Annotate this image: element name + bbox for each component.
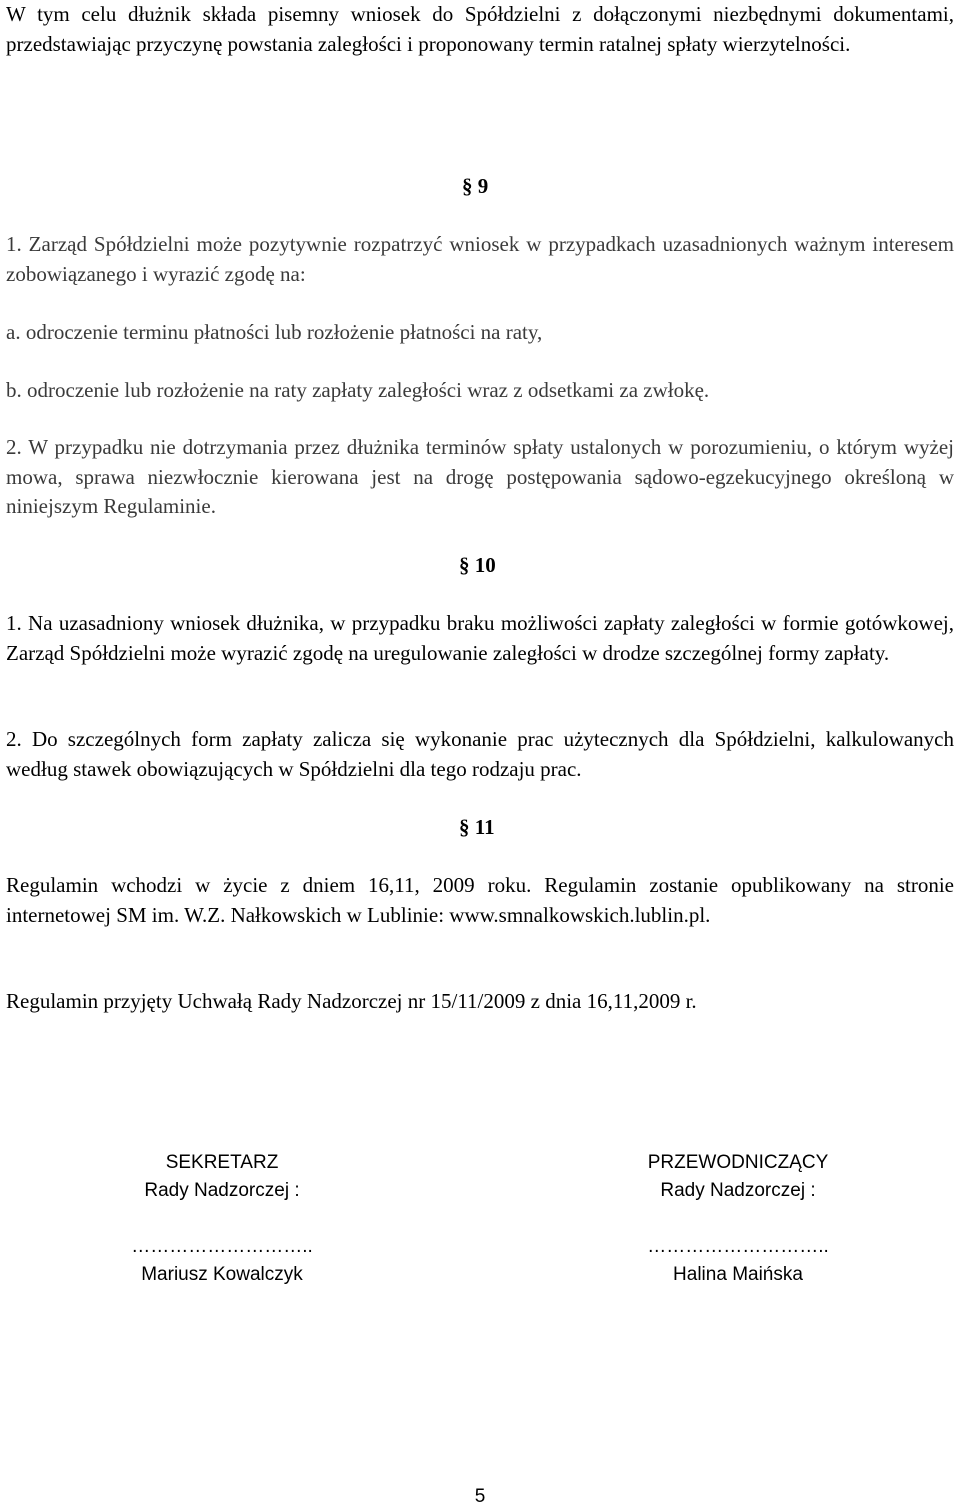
signature-name: Halina Maińska bbox=[673, 1264, 803, 1285]
section-heading-10: § 10 bbox=[459, 553, 496, 577]
section-heading-9: § 9 bbox=[462, 174, 489, 198]
signature-secretary bbox=[62, 1149, 382, 1289]
s10-paragraph-1: 1. Na uzasadniony wniosek dłużnika, w przypadku braku możliwości zapłaty zaległości w formie gotówkowej, Zarząd Spółdzielni może wyrazić zgodę na uregulowanie zaległości w drodze szczególnej formy zapłaty. bbox=[6, 611, 954, 665]
signature-body: Rady Nadzorczej : bbox=[660, 1180, 816, 1201]
s9-paragraph-1: 1. Zarząd Spółdzielni może pozytywnie rozpatrzyć wniosek w przypadkach uzasadnionych ważnym interesem zobowiązanego i wyrazić zgodę na: bbox=[6, 232, 954, 286]
s9-paragraph-2: 2. W przypadku nie dotrzymania przez dłużnika terminów spłaty ustalonych w porozumieniu, o którym wyżej mowa, sprawa niezwłocznie kierowana jest na drogę postępowania sądowo-egzekucyjnego określoną w niniejszym Regulaminie. bbox=[6, 435, 954, 518]
signature-chairperson bbox=[578, 1149, 898, 1289]
signature-role: PRZEWODNICZĄCY bbox=[647, 1152, 829, 1173]
signature-dots: ……………………….. bbox=[647, 1236, 829, 1257]
signature-role: SEKRETARZ bbox=[165, 1152, 279, 1173]
page-number: 5 bbox=[474, 1486, 486, 1507]
s10-paragraph-2: 2. Do szczególnych form zapłaty zalicza się wykonanie prac użytecznych dla Spółdzielni, kalkulowanych według stawek obowiązujących w Spółdzielni dla tego rodzaju prac. bbox=[6, 727, 954, 781]
intro-paragraph: W tym celu dłużnik składa pisemny wniosek do Spółdzielni z dołączonymi niezbędnymi dokumentami, przedstawiając przyczynę powstania zaległości i proponowany termin ratalnej spłaty wierzytelności. bbox=[6, 2, 954, 56]
signature-name: Mariusz Kowalczyk bbox=[141, 1264, 303, 1285]
signature-body: Rady Nadzorczej : bbox=[144, 1180, 300, 1201]
s11-paragraph-1: Regulamin wchodzi w życie z dniem 16,11, 2009 roku. Regulamin zostanie opublikowany na stronie internetowej SM im. W.Z. Nałkowskich w Lublinie: www.smnalkowskich.lublin.pl. bbox=[6, 873, 954, 927]
s9-item-a: a. odroczenie terminu płatności lub rozłożenie płatności na raty, bbox=[6, 320, 543, 344]
signature-dots: ……………………….. bbox=[131, 1236, 313, 1257]
section-heading-11: § 11 bbox=[459, 815, 495, 839]
adoption-note: Regulamin przyjęty Uchwałą Rady Nadzorczej nr 15/11/2009 z dnia 16,11,2009 r. bbox=[6, 989, 697, 1013]
s9-item-b: b. odroczenie lub rozłożenie na raty zapłaty zaległości wraz z odsetkami za zwłokę. bbox=[6, 378, 710, 402]
